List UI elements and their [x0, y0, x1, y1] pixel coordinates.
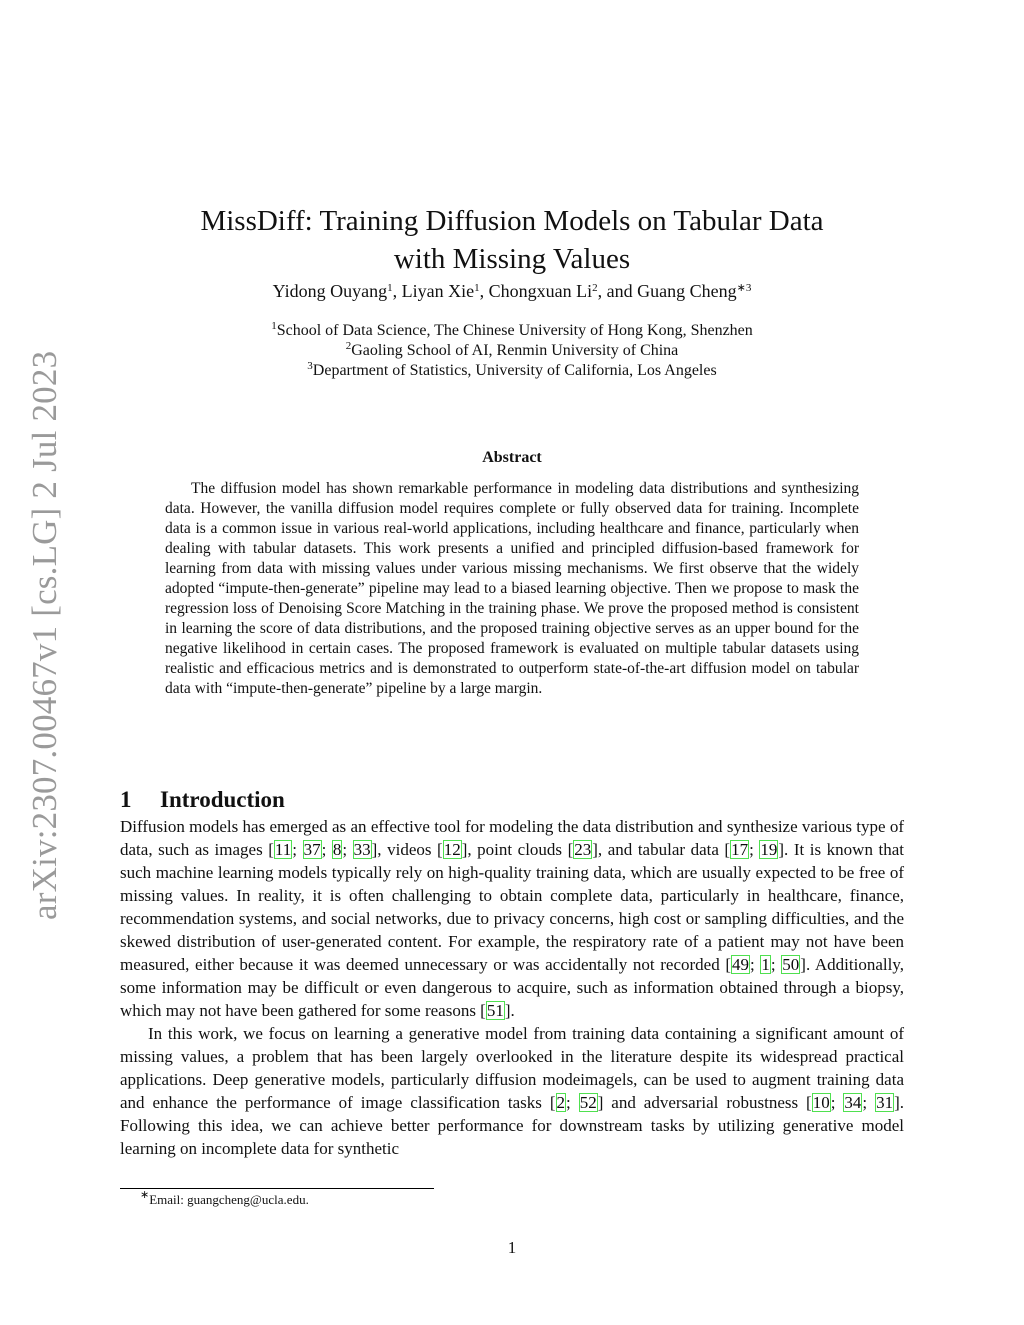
affiliation-mark: 1 — [271, 320, 277, 332]
author-separator: , — [392, 281, 402, 301]
footnote — [140, 1189, 309, 1208]
affiliation — [120, 321, 904, 341]
author-separator: , — [597, 281, 607, 301]
citation-link[interactable]: 33 — [353, 840, 371, 859]
author-name: Guang Cheng — [637, 281, 737, 301]
affiliation-text: Department of Statistics, University of California, Los Angeles — [312, 362, 717, 379]
citation-link[interactable]: 10 — [812, 1093, 830, 1112]
section-number: 1 — [120, 787, 132, 813]
section-heading-introduction — [120, 787, 285, 813]
abstract-paragraph: The diffusion model has shown remarkable performance in modeling data distributions and synthesizing data. However, the vanilla diffusion model requires complete or fully observed data for training. Incomplete data is a common issue in various real-world applications, including healthcare and finance, particularly when dealing with tabular datasets. This work presents a unified and principled diffusion-based framework for learning from data with missing values under various missing mechanisms. We first observe that the widely adopted “impute-then-generate” pipeline may lead to a biased learning objective. Then we propose to mask the regression loss of Denoising Score Matching in the training phase. We prove the proposed method is consistent in learning the score of data distributions, and the proposed training objective serves as an upper bound for the negative likelihood in certain cases. The proposed framework is evaluated on multiple tabular datasets using realistic and efficacious metrics and is demonstrated to outperform state-of-the-art diffusion model on tabular data with “impute-then-generate” pipeline by a large margin. — [165, 480, 859, 697]
author-name: Chongxuan Li — [488, 281, 593, 301]
introduction-body — [120, 815, 904, 1160]
citation-link[interactable]: 11 — [274, 840, 292, 859]
citation-link[interactable]: 8 — [332, 840, 342, 859]
author-affiliation-mark: ∗3 — [736, 282, 752, 294]
author-list — [120, 281, 904, 302]
page-number: 1 — [507, 1238, 517, 1257]
section-title: Introduction — [160, 787, 285, 813]
affiliation-mark: 2 — [345, 340, 352, 352]
intro-paragraph-2: In this work, we focus on learning a generative model from training data containing a significant amount of missing values, a problem that has been largely overlooked in the literature despite its widespread practical applications. Deep generative models, particularly diffusion modeimagels, can be used to augment training data and enhance the performance of image classification tasks [2; 52] and adversarial robustness [10; 34; 31]. Following this idea, we can achieve better performance for downstream tasks by utilizing generative model learning on incomplete data for synthetic — [120, 1024, 904, 1158]
arxiv-identifier-stamp: arXiv:2307.00467v1 [cs.LG] 2 Jul 2023 — [25, 350, 64, 920]
citation-link[interactable]: 23 — [574, 840, 592, 859]
citation-link[interactable]: 17 — [731, 840, 749, 859]
footnote-divider — [120, 1188, 434, 1189]
author-affiliation-mark: 1 — [474, 282, 480, 294]
abstract-body — [165, 479, 859, 699]
affiliation — [120, 341, 904, 361]
author-name: Liyan Xie — [401, 281, 475, 301]
affiliation — [120, 361, 904, 381]
author-affiliation-mark: 1 — [387, 282, 393, 294]
paper-title — [120, 202, 904, 278]
citation-link[interactable]: 19 — [760, 840, 778, 859]
author-name: Yidong Ouyang — [272, 281, 388, 301]
title-line-1: MissDiff: Training Diffusion Models on Tabular Data — [200, 205, 824, 238]
citation-link[interactable]: 34 — [844, 1093, 862, 1112]
affiliation-list — [120, 321, 904, 381]
citation-link[interactable]: 1 — [761, 955, 770, 974]
citation-link[interactable]: 37 — [303, 840, 321, 859]
citation-link[interactable]: 2 — [556, 1093, 566, 1112]
citation-link[interactable]: 50 — [782, 955, 800, 974]
citation-link[interactable]: 49 — [732, 955, 750, 974]
footnote-mark: ∗ — [140, 1189, 150, 1201]
citation-link[interactable]: 31 — [876, 1093, 894, 1112]
citation-link[interactable]: 52 — [579, 1093, 597, 1112]
affiliation-text: Gaoling School of AI, Renmin University of China — [351, 342, 679, 359]
author-and: and — [606, 281, 638, 301]
affiliation-mark: 3 — [307, 360, 313, 372]
title-line-2: with Missing Values — [393, 243, 631, 276]
intro-paragraph-1: Diffusion models has emerged as an effective tool for modeling the data distribution and synthesize various type of data, such as images [11; 37; 8; 33], videos [12], point clouds [23], and tabular data [17; 19]. It is known that such machine learning models typically rely on high-quality training data, which are usually expected to be free of missing values. In reality, it is often challenging to obtain complete data, particularly in healthcare, finance, recommendation systems, and social networks, due to privacy concerns, high cost or sampling difficulties, and the skewed distribution of user-generated content. For example, the respiratory rate of a patient may not have been measured, either because it was deemed unnecessary or was accidentally not recorded [49; 1; 50]. Additionally, some information may be difficult or even dangerous to acquire, such as information obtained through a biopsy, which may not have been gathered for some reasons [51]. — [120, 817, 904, 1020]
author-separator: , — [479, 281, 489, 301]
author-affiliation-mark: 2 — [592, 282, 598, 294]
affiliation-text: School of Data Science, The Chinese University of Hong Kong, Shenzhen — [276, 322, 753, 339]
citation-link[interactable]: 51 — [486, 1001, 504, 1020]
citation-link[interactable]: 12 — [443, 840, 461, 859]
footnote-text: Email: guangcheng@ucla.edu. — [149, 1192, 309, 1207]
abstract-heading: Abstract — [482, 449, 542, 466]
